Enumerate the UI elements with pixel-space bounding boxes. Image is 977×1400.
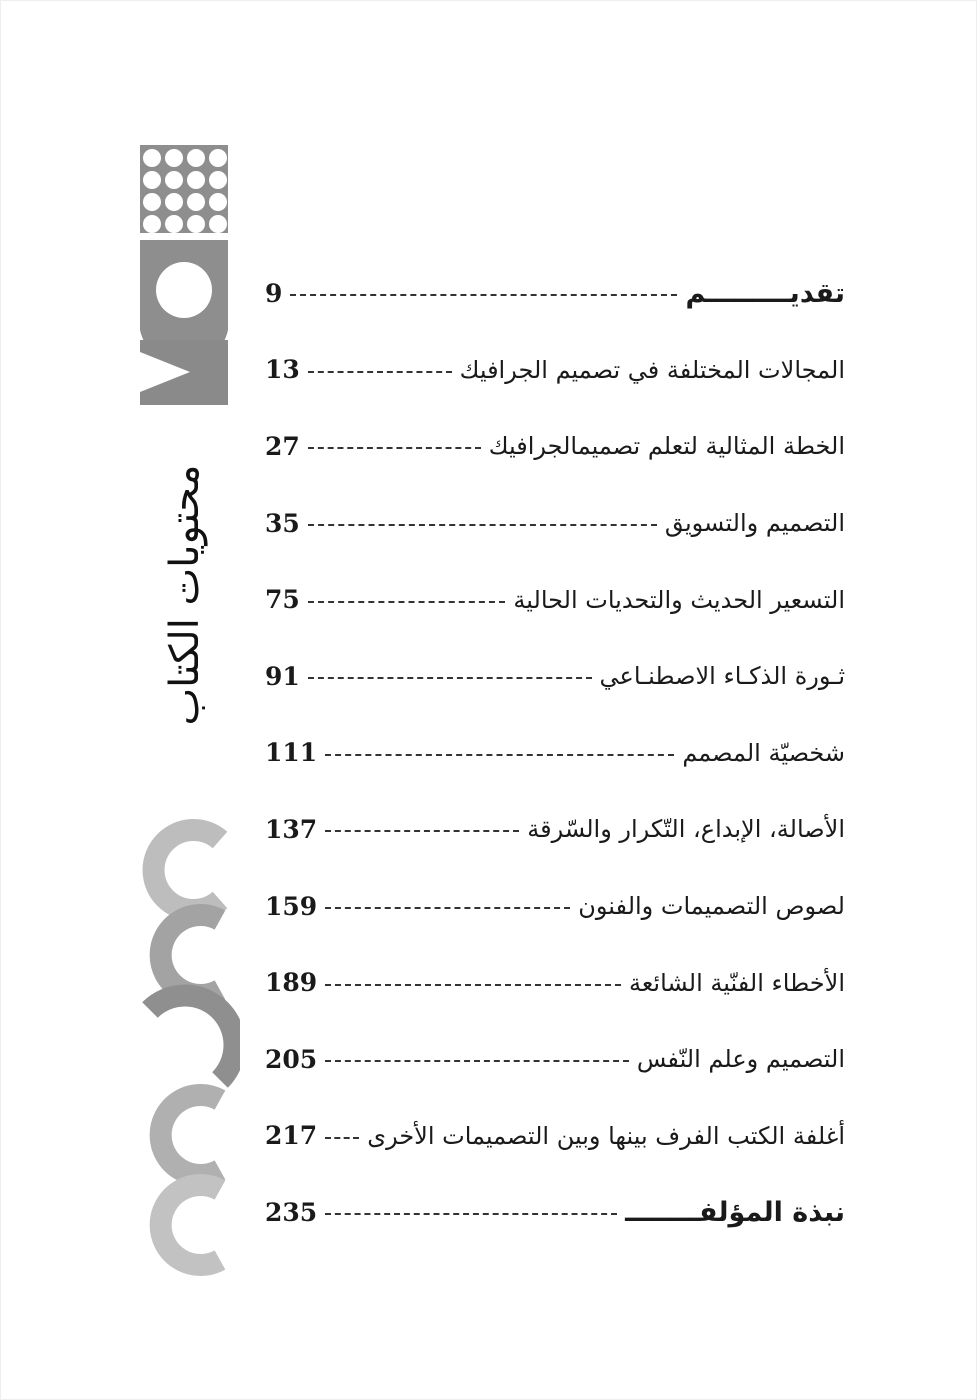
toc-entry-page-number: 75 (265, 585, 300, 615)
toc-leader-dashes (308, 601, 506, 603)
toc-entry-title: التصميم وعلم النّفس (636, 1045, 845, 1074)
toc-leader-dashes (325, 907, 570, 909)
toc-entry[interactable] (265, 638, 845, 715)
toc-leader-dashes (308, 371, 452, 373)
toc-leader-dashes (325, 984, 621, 986)
toc-entry-title: الأخطاء الفنّية الشائعة (628, 968, 845, 997)
toc-leader-dashes (325, 830, 519, 832)
toc-entry-title: لصوص التصميمات والفنون (578, 892, 845, 921)
toc-leader-dashes (308, 524, 657, 526)
toc-entry[interactable] (265, 408, 845, 485)
ring-shape-icon (150, 995, 235, 1080)
toc-entry-page-number: 235 (265, 1197, 318, 1227)
toc-entry[interactable] (265, 561, 845, 638)
toc-entry-page-number: 91 (265, 661, 300, 691)
toc-entry-page-number: 9 (265, 278, 283, 308)
toc-entry-page-number: 189 (265, 968, 318, 998)
toc-leader-dashes (325, 1060, 629, 1062)
toc-entry-page-number: 111 (265, 738, 318, 768)
toc-leader-dashes (308, 677, 592, 679)
toc-leader-dashes (308, 447, 481, 449)
toc-entry[interactable] (265, 944, 845, 1021)
table-of-contents (265, 255, 845, 1251)
toc-entry-page-number: 205 (265, 1044, 318, 1074)
toc-entry-title: نبذة المؤلفــــــــ (625, 1196, 845, 1228)
toc-entry-page-number: 35 (265, 508, 300, 538)
toc-entry-title: التسعير الحديث والتحديات الحالية (513, 585, 845, 614)
toc-entry[interactable] (265, 332, 845, 409)
toc-entry-title: ثـورة الذكـاء الاصطنـاعي (599, 662, 845, 691)
toc-entry-page-number: 13 (265, 355, 300, 385)
toc-entry-page-number: 27 (265, 431, 300, 461)
toc-entry-page-number: 217 (265, 1121, 318, 1151)
ring-shape-icon (161, 915, 220, 995)
ring-shape-icon (161, 1185, 220, 1265)
page-title: محتويات الكتاب (162, 464, 208, 726)
toc-leader-dashes (325, 1137, 359, 1139)
ring-shape-icon (161, 1095, 220, 1175)
toc-entry-title: التصميم والتسويق (664, 509, 845, 538)
dot-grid-icon (140, 145, 228, 233)
toc-entry-title: شخصيّة المصمم (682, 738, 845, 767)
toc-entry[interactable] (265, 1021, 845, 1098)
toc-entry-page-number: 159 (265, 891, 318, 921)
toc-entry-title: المجالات المختلفة في تصميم الجرافيك (459, 355, 845, 384)
toc-leader-dashes (325, 1213, 617, 1215)
toc-entry-title: الأصالة، الإبداع، التّكرار والسّرقة (527, 815, 845, 844)
toc-entry-page-number: 137 (265, 814, 318, 844)
toc-entry[interactable] (265, 255, 845, 332)
toc-entry-title: تقديـــــــــم (685, 277, 845, 309)
toc-entry-title: الخطة المثالية لتعلم تصميمالجرافيك (488, 432, 845, 461)
toc-leader-dashes (325, 754, 674, 756)
toc-entry[interactable] (265, 485, 845, 562)
toc-entry[interactable] (265, 791, 845, 868)
toc-entry[interactable] (265, 1098, 845, 1175)
toc-entry[interactable] (265, 715, 845, 792)
toc-entry-title: أغلفة الكتب الفرف بينها وبين التصميمات الأخرى (367, 1121, 845, 1150)
toc-leader-dashes (290, 294, 677, 296)
toc-entry[interactable] (265, 868, 845, 945)
ring-shape-icon (154, 830, 220, 910)
toc-entry[interactable] (265, 1174, 845, 1251)
